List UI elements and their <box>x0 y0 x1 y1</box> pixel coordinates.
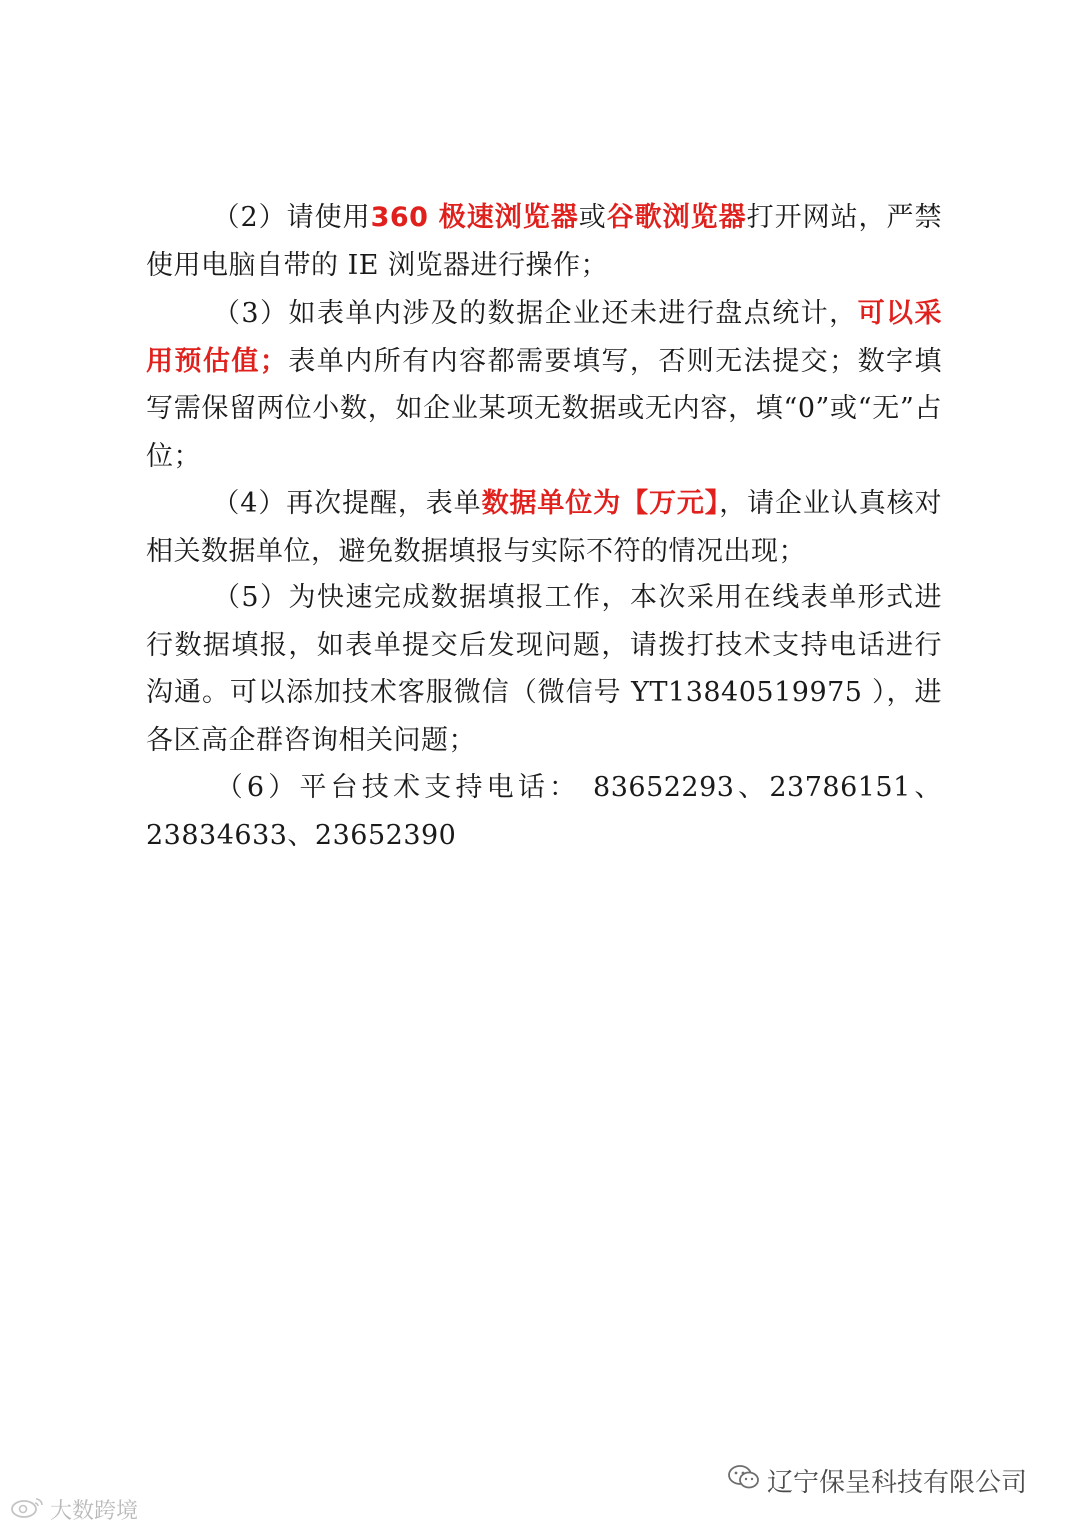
wechat-icon <box>727 1463 761 1498</box>
p2-text-3: 打开网站，严禁使用电脑自带的 IE 浏览器进行操作； <box>146 202 943 281</box>
p2-highlight-browser-360: 360 极速浏览器 <box>370 202 579 233</box>
paragraph-2 <box>146 194 942 289</box>
p2-highlight-browser-chrome: 谷歌浏览器 <box>606 202 747 233</box>
p5-text-1: （5）为快速完成数据填报工作，本次采用在线表单形式进行数据填报，如表单提交后发现问题，请拨打技术支持电话进行沟通。可以添加技术客服微信（微信号 YT13840519975 ），进各区高企群咨询相关问题； <box>146 582 942 756</box>
p6-text-1: （6）平台技术支持电话： 83652293、23786151、23834633、23652390 <box>146 772 942 851</box>
p4-highlight-unit: 数据单位为【万元】 <box>481 488 720 519</box>
paragraph-4 <box>146 480 942 575</box>
paragraph-3 <box>146 290 942 480</box>
weibo-icon <box>10 1495 46 1525</box>
watermark-company <box>727 1462 1027 1499</box>
p3-highlight-estimate: 可以采用预估值； <box>146 298 943 377</box>
p3-text-1: （3）如表单内涉及的数据企业还未进行盘点统计， <box>212 298 858 329</box>
p3-text-2: 表单内所有内容都需要填写，否则无法提交；数字填写需保留两位小数，如企业某项无数据或无内容，填“0”或“无”占位； <box>146 345 943 472</box>
p2-text-1: （2）请使用 <box>212 202 371 233</box>
paragraph-6 <box>146 764 942 859</box>
watermark-platform-text: 大数跨境 <box>50 1499 139 1524</box>
watermark-company-text: 辽宁保呈科技有限公司 <box>767 1468 1028 1498</box>
p4-text-1: （4）再次提醒，表单 <box>212 488 482 519</box>
watermark-platform <box>10 1494 138 1525</box>
paragraph-5 <box>146 574 942 764</box>
p4-text-2: ，请企业认真核对相关数据单位，避免数据填报与实际不符的情况出现； <box>146 488 943 567</box>
p2-text-2: 或 <box>578 202 607 233</box>
